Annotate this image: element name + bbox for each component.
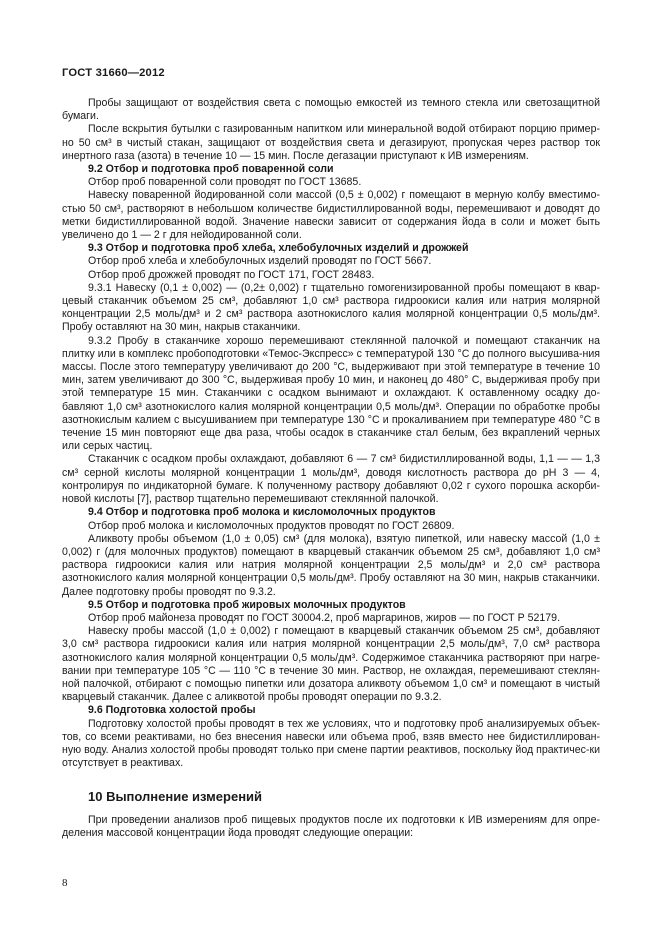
paragraph: Отбор проб майонеза проводят по ГОСТ 30004.2, проб маргаринов, жиров — по ГОСТ Р 52179. <box>88 611 561 624</box>
paragraph: Отбор проб молока и кисломолочных продуктов проводят по ГОСТ 26809. <box>88 519 455 532</box>
paragraph: Навеску поваренной йодированной соли массой (0,5 ± 0,002) г помещают в мерную колбу вместимо-стью 50 см³, растворяют в небольшом количестве бидистиллированной воды, перемешивают и доводят до метки бидистиллированной водой. Значение навески зависит от содержания йода в соли и может быть увеличено до 1 — 2 г для нейодированной соли. <box>62 189 600 242</box>
paragraph: Отбор проб поваренной соли проводят по ГОСТ 13685. <box>88 176 362 189</box>
paragraph: Отбор проб дрожжей проводят по ГОСТ 171, ГОСТ 28483. <box>88 268 375 281</box>
paragraph: Навеску пробы массой (1,0 ± 0,002) г помещают в кварцевый стаканчик объемом 25 см³, добавляют 3,0 см³ раствора гидроокиси калия или натрия молярной концентрации 2,5 моль/дм³, 7,0 см³ раствора азотнокислого калия молярной концентрации 0,5 моль/дм³. Содержимое стаканчика растворяют при нагре-вании при температуре 105 °С — 110 °С в течение 30 мин. Раствор, не охлаждая, перемешивают стеклян-ной палочкой, отбирают с помощью пипетки или дозатора аликвоту объемом 1,0 см³ и помещают в чистый кварцевый стаканчик. Далее с аликвотой пробы проводят операции по 9.3.2. <box>62 625 600 704</box>
paragraph: Аликвоту пробы объемом (1,0 ± 0,05) см³ (для молока), взятую пипеткой, или навеску массой (1,0 ± 0,002) г (для молочных продуктов) помещают в кварцевый стаканчик объемом 25 см³, добавляют 1,0 см³ раствора гидроокиси калия или натрия молярной концентрации 2,5 моль/дм³ и 2,0 см³ раствора азотнокислого калия молярной концентрации 0,5 моль/дм³. Пробу оставляют на 30 мин, накрыв стаканчики. Далее подготовку пробы проводят по 9.3.2. <box>62 532 600 598</box>
subsection-heading: 9.5 Отбор и подготовка проб жировых молочных продуктов <box>88 598 406 611</box>
paragraph: 9.3.2 Пробу в стаканчике хорошо перемешивают стеклянной палочкой и помещают стаканчик на плитку или в комплекс пробоподготовки «Темос-Экспресс» с температурой 130 °С до полного высушива-ния массы. После этого температуру увеличивают до 200 °С, выдерживают при этой температуре в течение 10 мин, затем увеличивают до 300 °С, выдерживая пробу 10 мин, и наконец до 480° С, выдерживая пробу при этой температуре 15 мин. Стаканчики с осадком вынимают и охлаждают. К оставленному осадку до-бавляют 1,0 см³ азотнокислого калия молярной концентрации 0,5 моль/дм³. Операции по обработке пробы азотнокислым калием с высушиванием при температуре 130 °С и прокаливанием при температуре 480 °С в течение 15 мин повторяют еще два раза, чтобы осадок в стаканчике стал белым, без вкраплений черных или серых частиц. <box>62 334 600 453</box>
page-body <box>62 97 600 840</box>
paragraph: 9.3.1 Навеску (0,1 ± 0,002) — (0,2± 0,002) г тщательно гомогенизированной пробы помещают в квар-цевый стаканчик объемом 25 см³, добавляют 1,0 см³ раствора гидроокиси калия или натрия молярной концентрации 2,5 моль/дм³ и 2 см³ раствора азотнокислого калия молярной концентрации 0,5 моль/дм³. Пробу оставляют на 30 мин, накрыв стаканчики. <box>62 281 600 334</box>
section-heading: 10 Выполнение измерений <box>88 789 263 805</box>
paragraph: Стаканчик с осадком пробы охлаждают, добавляют 6 — 7 см³ бидистиллированной воды, 1,1 — — 1,3 см³ серной кислоты молярной концентрации 1 моль/дм³, доводя кислотность раствора до рН 3 — 4, контролируя по индикаторной бумаге. К полученному раствору добавляют 0,02 г сухого порошка аскорби-новой кислоты [7], раствор тщательно перемешивают стеклянной палочкой. <box>62 453 600 506</box>
paragraph: Подготовку холостой пробы проводят в тех же условиях, что и подготовку проб анализируемых объек-тов, со всеми реактивами, но без внесения навески или объема проб, взяв вместо нее бидистиллирован-ную воду. Анализ холостой пробы проводят только при смене партии реактивов, поскольку йод практичес-ки отсутствует в реактивах. <box>62 717 600 770</box>
paragraph: При проведении анализов проб пищевых продуктов после их подготовки к ИВ измерениям для опре-деления массовой концентрации йода проводят следующие операции: <box>62 813 600 839</box>
subsection-heading: 9.3 Отбор и подготовка проб хлеба, хлебобулочных изделий и дрожжей <box>88 242 469 255</box>
subsection-heading: 9.4 Отбор и подготовка проб молока и кисломолочных продуктов <box>88 506 436 519</box>
page-number: 8 <box>62 877 68 889</box>
subsection-heading: 9.2 Отбор и подготовка проб поваренной соли <box>88 163 334 176</box>
paragraph: Отбор проб хлеба и хлебобулочных изделий проводят по ГОСТ 5667. <box>88 255 432 268</box>
subsection-heading: 9.6 Подготовка холостой пробы <box>88 704 256 717</box>
paragraph: После вскрытия бутылки с газированным напитком или минеральной водой отбирают порцию пример-но 50 см³ в чистый стакан, защищают от воздействия света и дегазируют, пропуская через раствор ток инертного газа (азота) в течение 10 — 15 мин. После дегазации приступают к ИВ измерениям. <box>62 123 600 162</box>
paragraph: Пробы защищают от воздействия света с помощью емкостей из темного стекла или светозащитной бумаги. <box>62 97 600 123</box>
page-header: ГОСТ 31660—2012 <box>62 67 165 79</box>
